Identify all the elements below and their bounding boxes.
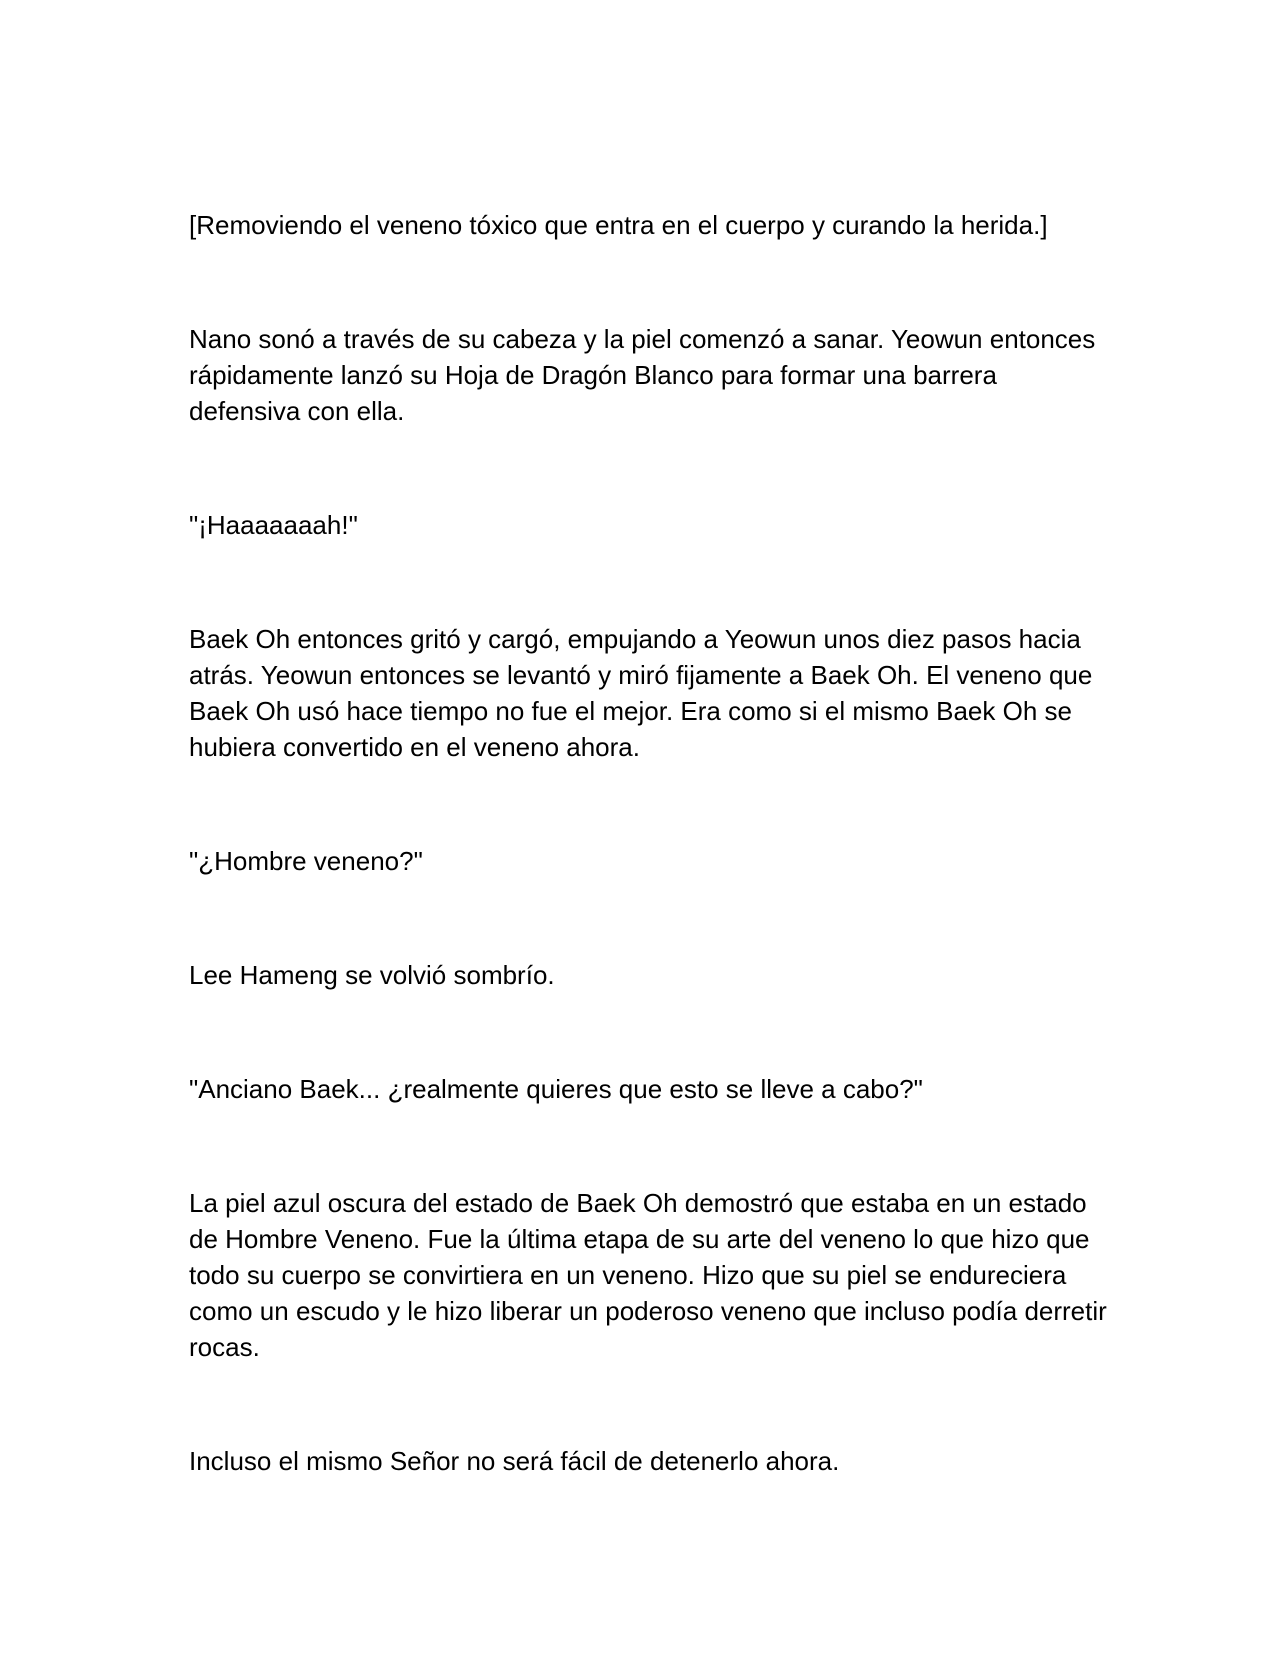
paragraph: Lee Hameng se volvió sombrío. xyxy=(189,960,555,990)
paragraph-dialogue: "¡Haaaaaaah!" xyxy=(189,510,358,540)
paragraph: Incluso el mismo Señor no será fácil de detenerlo ahora. xyxy=(189,1446,840,1476)
paragraph: Baek Oh entonces gritó y cargó, empujando a Yeowun unos diez pasos hacia atrás. Yeowun entonces se levantó y miró fijamente a Baek Oh. El veneno que Baek Oh usó hace tiempo no fue el mejor. Era como si el mismo Baek Oh se hubiera convertido en el veneno ahora. xyxy=(189,624,1093,762)
paragraph: La piel azul oscura del estado de Baek Oh demostró que estaba en un estado de Hombre Veneno. Fue la última etapa de su arte del veneno lo que hizo que todo su cuerpo se convirtiera en un veneno. Hizo que su piel se endureciera como un escudo y le hizo liberar un poderoso veneno que incluso podía derretir rocas. xyxy=(189,1188,1107,1362)
paragraph-dialogue: "¿Hombre veneno?" xyxy=(189,846,423,876)
paragraph-system-message: [Removiendo el veneno tóxico que entra en el cuerpo y curando la herida.] xyxy=(189,210,1048,240)
document-page xyxy=(189,0,1109,1656)
paragraph-dialogue: "Anciano Baek... ¿realmente quieres que esto se lleve a cabo?" xyxy=(189,1074,923,1104)
paragraph: Nano sonó a través de su cabeza y la piel comenzó a sanar. Yeowun entonces rápidamente lanzó su Hoja de Dragón Blanco para formar una barrera defensiva con ella. xyxy=(189,324,1096,426)
